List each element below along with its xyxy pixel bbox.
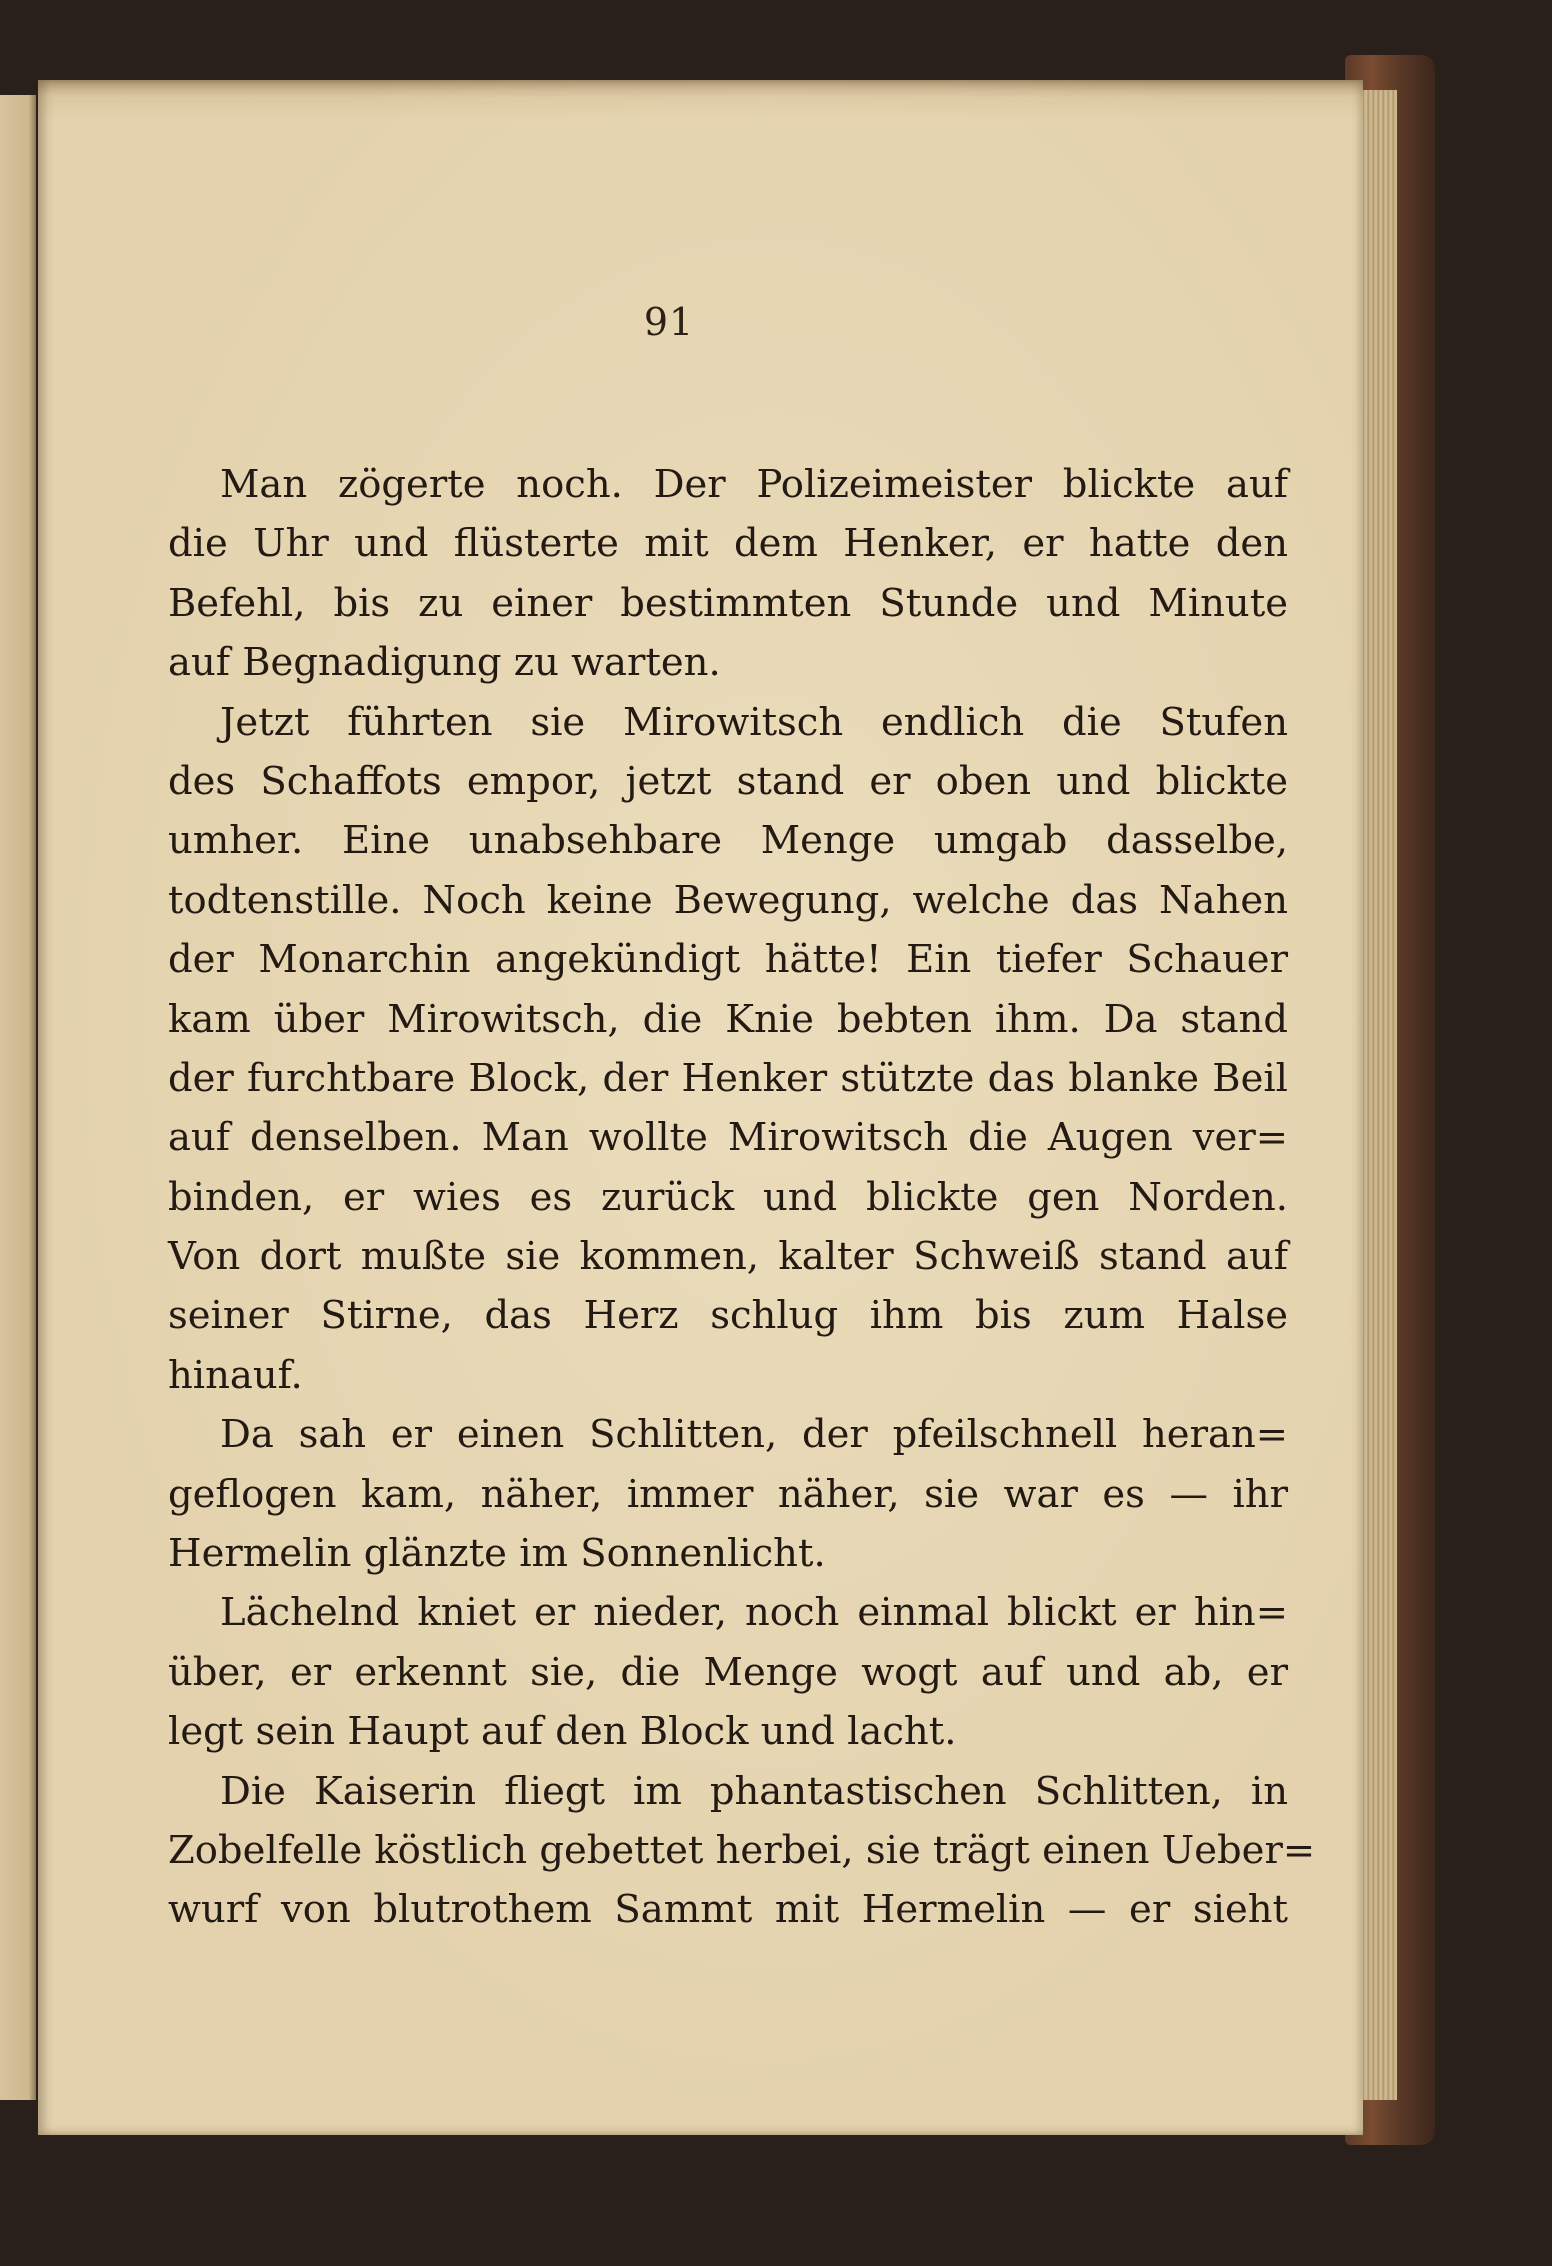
- text-line: über, er erkennt sie, die Menge wogt auf und ab, er: [168, 1649, 1288, 1695]
- text-line: todtenstille. Noch keine Bewegung, welche das Nahen: [168, 877, 1288, 923]
- text-line: Da sah er einen Schlitten, der pfeilschnell heran=: [220, 1412, 1288, 1458]
- text-line: der Monarchin angekündigt hätte! Ein tiefer Schauer: [168, 937, 1288, 983]
- text-line: des Schaffots empor, jetzt stand er oben und blickte: [168, 758, 1288, 804]
- text-line: Zobelfelle köstlich gebettet herbei, sie trägt einen Ueber=: [168, 1827, 1316, 1873]
- text-line: der furchtbare Block, der Henker stützte das blanke Beil: [168, 1055, 1288, 1101]
- text-line: seiner Stirne, das Herz schlug ihm bis zum Halse: [168, 1293, 1288, 1339]
- text-line: geflogen kam, näher, immer näher, sie war es — ihr: [168, 1471, 1288, 1517]
- page-body-text: [168, 455, 1316, 1940]
- text-line: hinauf.: [168, 1352, 303, 1398]
- text-line: legt sein Haupt auf den Block und lacht.: [168, 1709, 957, 1755]
- text-line: Jetzt führten sie Mirowitsch endlich die Stufen: [220, 699, 1288, 745]
- text-line: Man zögerte noch. Der Polizeimeister blickte auf: [220, 462, 1288, 507]
- text-line: auf denselben. Man wollte Mirowitsch die Augen ver=: [168, 1115, 1288, 1161]
- text-line: kam über Mirowitsch, die Knie bebten ihm. Da stand: [168, 996, 1288, 1042]
- book-page: [38, 80, 1363, 2135]
- page-number: 91: [643, 300, 695, 344]
- text-line: Die Kaiserin fliegt im phantastischen Schlitten, in: [220, 1768, 1288, 1814]
- text-line: Befehl, bis zu einer bestimmten Stunde und Minute: [168, 580, 1288, 626]
- text-line: Lächelnd kniet er nieder, noch einmal blickt er hin=: [220, 1590, 1288, 1636]
- text-line: auf Begnadigung zu warten.: [168, 640, 721, 686]
- text-line: Hermelin glänzte im Sonnenlicht.: [168, 1531, 826, 1577]
- text-line: die Uhr und flüsterte mit dem Henker, er hatte den: [168, 521, 1288, 567]
- text-line: wurf von blutrothem Sammt mit Hermelin — er sieht: [168, 1887, 1288, 1933]
- text-line: Von dort mußte sie kommen, kalter Schweiß stand auf: [168, 1234, 1288, 1280]
- text-line: umher. Eine unabsehbare Menge umgab dasselbe,: [168, 818, 1288, 864]
- text-line: binden, er wies es zurück und blickte gen Norden.: [168, 1174, 1288, 1220]
- previous-page-edge: [0, 95, 36, 2100]
